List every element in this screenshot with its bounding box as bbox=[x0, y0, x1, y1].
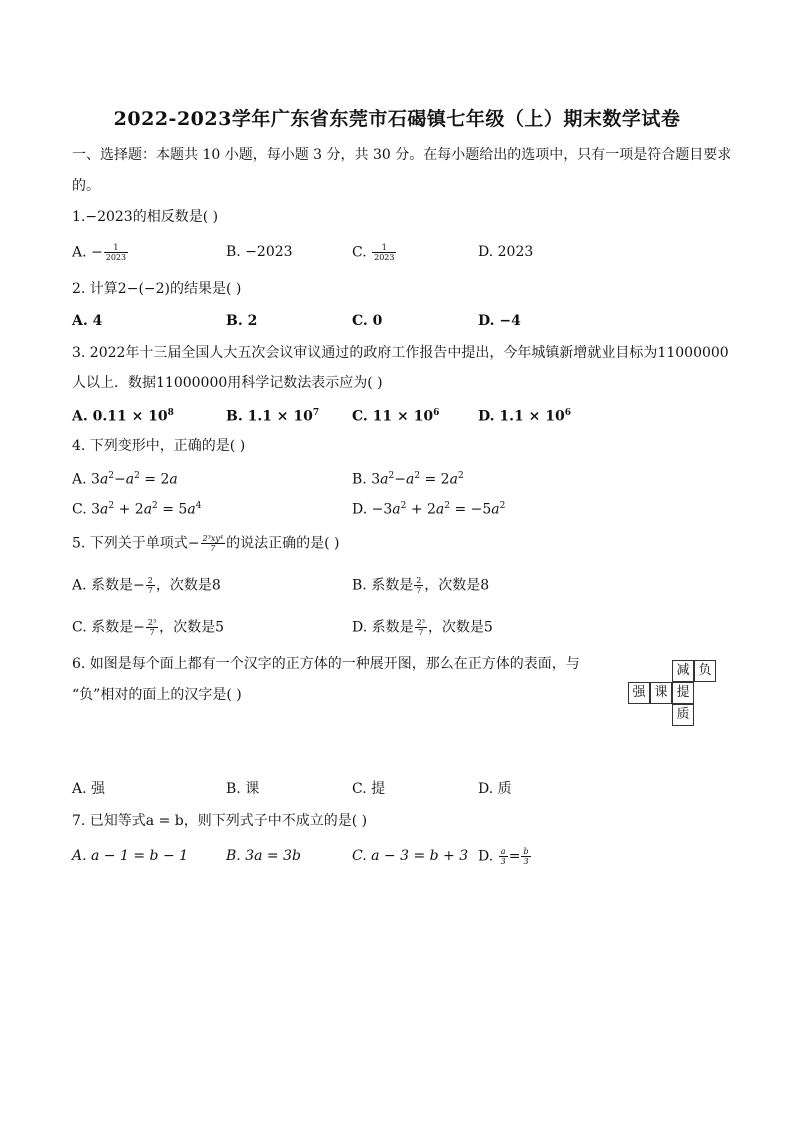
q5-stem: 5. 下列关于单项式− $\frac{\text{2³xy⁴}}{7}$ 的说法正确的是( ) bbox=[72, 534, 340, 553]
q4-option-b: B. $3a^2-a^2 = 2a^2$ bbox=[352, 471, 464, 488]
net-cell-ke: 课 bbox=[650, 682, 672, 704]
q3-stem-line2: 人以上．数据11000000用科学记数法表示应为( ) bbox=[72, 375, 383, 391]
q2-option-b: B. 2 bbox=[226, 313, 258, 329]
q3-stem-line1: 3. 2022年十三届全国人大五次会议审议通过的政府工作报告中提出，今年城镇新增就业目标为11000000 bbox=[72, 345, 729, 361]
net-cell-ti: 提 bbox=[672, 682, 694, 704]
fraction: $\frac{2}{7}$ bbox=[147, 576, 153, 595]
q6-option-b: B. 课 bbox=[226, 781, 260, 797]
section-instruction-line2: 的。 bbox=[72, 178, 100, 194]
fraction: $\frac{\text{2³xy⁴}}{7}$ bbox=[202, 534, 224, 553]
q2-option-a: A. 4 bbox=[72, 313, 103, 329]
cube-net-figure bbox=[630, 658, 726, 730]
section-instruction-line1: 一、选择题：本题共 10 小题，每小题 3 分，共 30 分。在每小题给出的选项中，只有一项是符合题目要求 bbox=[72, 147, 732, 163]
fraction: $\frac{\text{2³}}{7}$ bbox=[416, 618, 425, 637]
q4-option-c: C. $3a^2 + 2a^2 = 5a^4$ bbox=[72, 501, 202, 518]
q5-option-a: A. 系数是− $\frac{2}{7}$ ，次数是8 bbox=[72, 576, 221, 595]
q4-stem: 4. 下列变形中，正确的是( ) bbox=[72, 438, 246, 454]
q1-option-a: A. − $\frac{1}{2023}$ bbox=[72, 243, 127, 262]
fraction: $\frac{a}{3}$ bbox=[500, 847, 506, 866]
q4-option-a: A. $3a^2-a^2 = 2a$ bbox=[72, 471, 178, 488]
q3-option-d: D. $1.1 \times 10^6$ bbox=[478, 408, 571, 425]
q5-option-b: B. 系数是 $\frac{2}{7}$ ，次数是8 bbox=[352, 576, 490, 595]
page-title: 2022-2023学年广东省东莞市石碣镇七年级（上）期末数学试卷 bbox=[113, 108, 681, 130]
q4-option-d: D. $-3a^2 + 2a^2 = -5a^2$ bbox=[352, 501, 506, 518]
q6-option-d: D. 质 bbox=[478, 781, 512, 797]
q1-option-b: B. −2023 bbox=[226, 244, 293, 260]
q5-option-c: C. 系数是− $\frac{\text{2³}}{7}$ ，次数是5 bbox=[72, 618, 225, 637]
q3-option-c: C. $11 \times 10^6$ bbox=[352, 408, 440, 425]
net-cell-zhi: 质 bbox=[672, 704, 694, 726]
q2-option-c: C. 0 bbox=[352, 313, 383, 329]
q6-option-a: A. 强 bbox=[72, 781, 106, 797]
q6-stem-line1: 6. 如图是每个面上都有一个汉字的正方体的一种展开图，那么在正方体的表面，与 bbox=[72, 656, 580, 672]
fraction: $\frac{1}{2023}$ bbox=[374, 243, 395, 262]
q3-option-b: B. $1.1 \times 10^7$ bbox=[226, 408, 320, 425]
fraction: $\frac{\text{2³}}{7}$ bbox=[147, 618, 157, 637]
net-cell-qiang: 强 bbox=[628, 682, 650, 704]
q6-stem-line2: “负”相对的面上的汉字是( ) bbox=[72, 687, 242, 703]
fraction: $\frac{1}{2023}$ bbox=[105, 243, 127, 262]
fraction: $\frac{2}{7}$ bbox=[416, 576, 422, 595]
net-cell-jian: 减 bbox=[672, 660, 694, 682]
q7-option-b: B. 3a = 3b bbox=[226, 848, 301, 864]
q2-stem: 2. 计算2−(−2)的结果是( ) bbox=[72, 281, 242, 297]
net-cell-fu: 负 bbox=[694, 660, 716, 682]
q1-option-c: C. $\frac{1}{2023}$ bbox=[352, 243, 395, 262]
q3-option-a: A. $0.11 \times 10^8$ bbox=[72, 408, 174, 425]
q7-option-a: A. a − 1 = b − 1 bbox=[72, 848, 189, 864]
q2-option-d: D. −4 bbox=[478, 313, 521, 329]
q1-stem: 1.−2023的相反数是( ) bbox=[72, 209, 219, 225]
q7-option-d: D. $\frac{a}{3}$ = $\frac{b}{3}$ bbox=[478, 847, 529, 866]
fraction: $\frac{b}{3}$ bbox=[523, 847, 529, 866]
q1-option-d: D. 2023 bbox=[478, 244, 534, 260]
q6-option-c: C. 提 bbox=[352, 781, 386, 797]
q5-option-d: D. 系数是 $\frac{\text{2³}}{7}$ ，次数是5 bbox=[352, 618, 493, 637]
q7-stem: 7. 已知等式a = b，则下列式子中不成立的是( ) bbox=[72, 813, 368, 829]
q7-option-c: C. a − 3 = b + 3 bbox=[352, 848, 469, 864]
